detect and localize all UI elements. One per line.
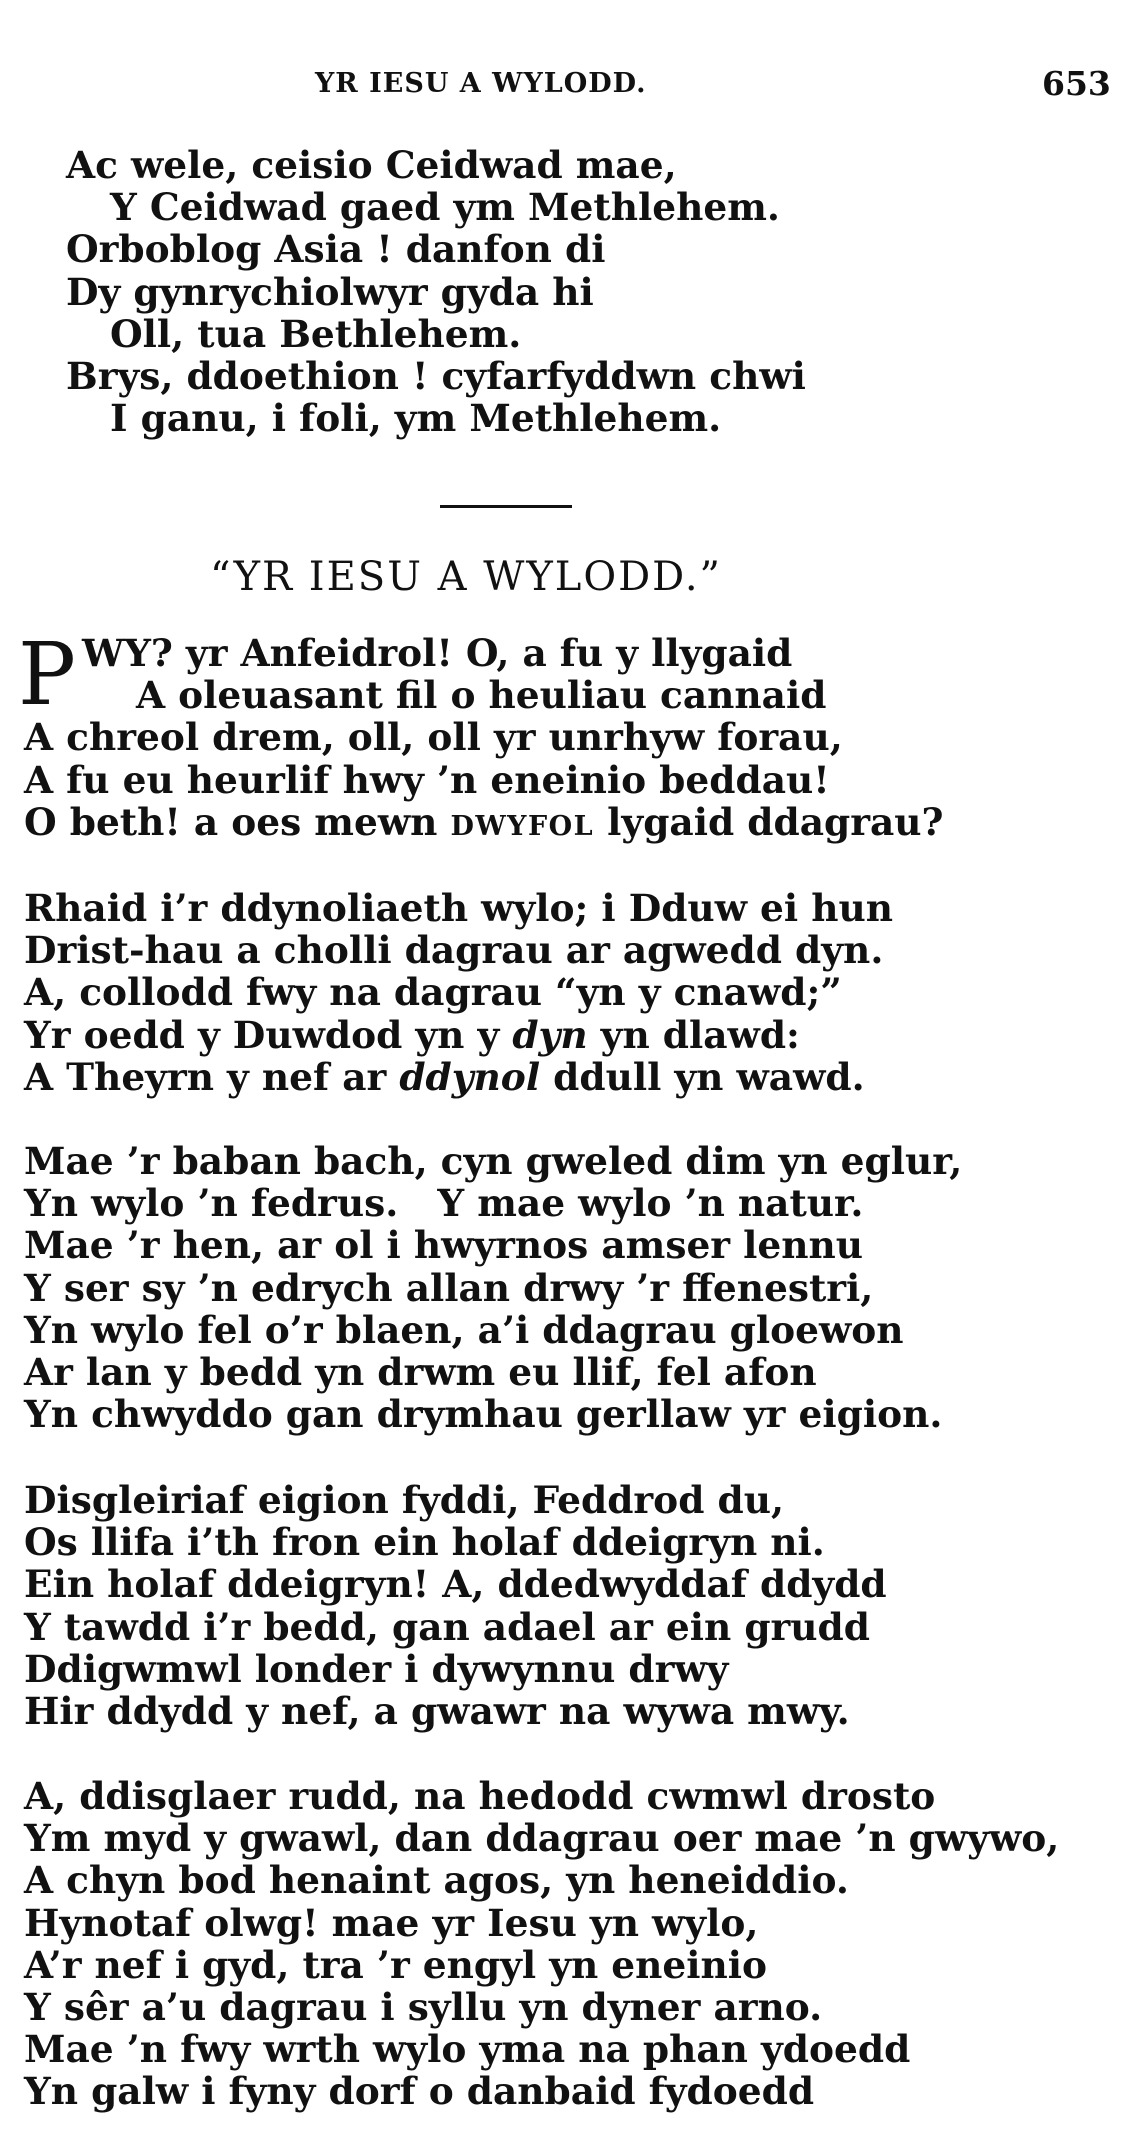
verse-line: A, ddisglaer rudd, na hedodd cwmwl drosto: [24, 1774, 936, 1818]
verse-line: Ein holaf ddeigryn! A, ddedwyddaf ddydd: [24, 1562, 887, 1607]
stanza-2: [24, 887, 893, 1098]
verse-line: [24, 1056, 893, 1098]
verse-line: Hynotaf olwg! mae yr Iesu yn wylo,: [24, 1900, 759, 1945]
verse-line: Brys, ddoethion ! cyfarfyddwn chwi: [66, 354, 806, 399]
verse-line: [24, 801, 944, 848]
stanza-4: [24, 1479, 887, 1732]
verse-line: A oleuasant fil o heuliau cannaid: [136, 673, 827, 718]
section-divider-rule: [440, 505, 572, 508]
verse-line: A fu eu heurlif hwy ’n eneinio beddau!: [24, 757, 830, 802]
drop-cap: P: [18, 625, 76, 725]
verse-line: Y sêr a’u dagrau i syllu yn dyner arno.: [24, 1985, 823, 2030]
verse-line: Hir ddydd y nef, a gwawr na wywa mwy.: [24, 1689, 850, 1734]
verse-line: Ym myd y gwawl, dan ddagrau oer mae ’n gwywo,: [24, 1816, 1060, 1861]
verse-line: [24, 1014, 893, 1056]
verse-text: A Theyrn y nef ar: [24, 1054, 400, 1099]
verse-line: Yn chwyddo gan drymhau gerllaw yr eigion.: [24, 1392, 943, 1437]
verse-line: Mae ’r hen, ar ol i hwyrnos amser lennu: [24, 1223, 864, 1268]
verse-line: A, collodd fwy na dagrau “yn y cnawd;”: [24, 970, 842, 1015]
verse-text: ddull yn wawd.: [540, 1054, 865, 1099]
running-title: YR IESU A WYLODD.: [315, 68, 647, 99]
verse-line: Dy gynrychiolwyr gyda hi: [66, 269, 594, 314]
verse-line: Y ser sy ’n edrych allan drwy ’r ffenestri,: [24, 1265, 874, 1310]
verse-line: Disgleiriaf eigion fyddi, Feddrod du,: [24, 1478, 785, 1522]
verse-line: Mae ’r baban bach, cyn gweled dim yn eglur,: [24, 1139, 963, 1183]
verse-line: Y Ceidwad gaed ym Methlehem.: [110, 185, 780, 230]
verse-line: Mae ’n fwy wrth wylo yma na phan ydoedd: [24, 2027, 911, 2072]
verse-line: I ganu, i foli, ym Methlehem.: [110, 396, 722, 441]
verse-text: yn dlawd:: [587, 1012, 800, 1057]
stanza-1: [24, 632, 944, 848]
stanza-3: [24, 1140, 962, 1435]
verse-line: Y tawdd i’r bedd, gan adael ar ein grudd: [24, 1604, 871, 1649]
running-head: [0, 64, 1133, 103]
verse-line: Ddigwmwl londer i dywynnu drwy: [24, 1646, 729, 1691]
closing-stanza-previous-poem: [66, 144, 806, 439]
verse-line: WY? yr Anfeidrol! O, a fu y llygaid: [82, 631, 793, 675]
verse-line: Ar lan y bedd yn drwm eu llif, fel afon: [24, 1350, 817, 1395]
verse-text: Yr oedd y Duwdod yn y: [24, 1012, 513, 1057]
verse-line: A chyn bod henaint agos, yn heneiddio.: [24, 1858, 849, 1903]
verse-line: Drist-hau a cholli dagrau ar agwedd dyn.: [24, 928, 884, 973]
verse-line: Yn wylo fel o’r blaen, a’i ddagrau gloewon: [24, 1307, 904, 1352]
italic-word: dyn: [512, 1012, 588, 1057]
stanza-5: [24, 1775, 1059, 2113]
verse-line: Yn wylo ’n fedrus. Y mae wylo ’n natur.: [24, 1181, 864, 1226]
italic-word: ddynol: [399, 1054, 541, 1099]
verse-line: A’r nef i gyd, tra ’r engyl yn eneinio: [24, 1942, 768, 1987]
verse-line: Rhaid i’r ddynoliaeth wylo; i Dduw ei hun: [24, 886, 893, 930]
verse-line: Os llifa i’th fron ein holaf ddeigryn ni.: [24, 1520, 825, 1565]
verse-text: lygaid ddagrau?: [594, 799, 944, 844]
verse-line: Oll, tua Bethlehem.: [110, 311, 522, 356]
verse-line: Ac wele, ceisio Ceidwad mae,: [66, 143, 677, 187]
poem-title: “YR IESU A WYLODD.”: [210, 554, 722, 600]
page-number: 653: [1042, 64, 1111, 103]
small-caps-word: DWYFOL: [450, 810, 595, 842]
verse-line: A chreol drem, oll, oll yr unrhyw forau,: [24, 715, 843, 760]
verse-line: Yn galw i fyny dorf o danbaid fydoedd: [24, 2069, 815, 2114]
verse-line: Orboblog Asia ! danfon di: [66, 227, 606, 272]
verse-text: O beth! a oes mewn: [24, 799, 451, 844]
